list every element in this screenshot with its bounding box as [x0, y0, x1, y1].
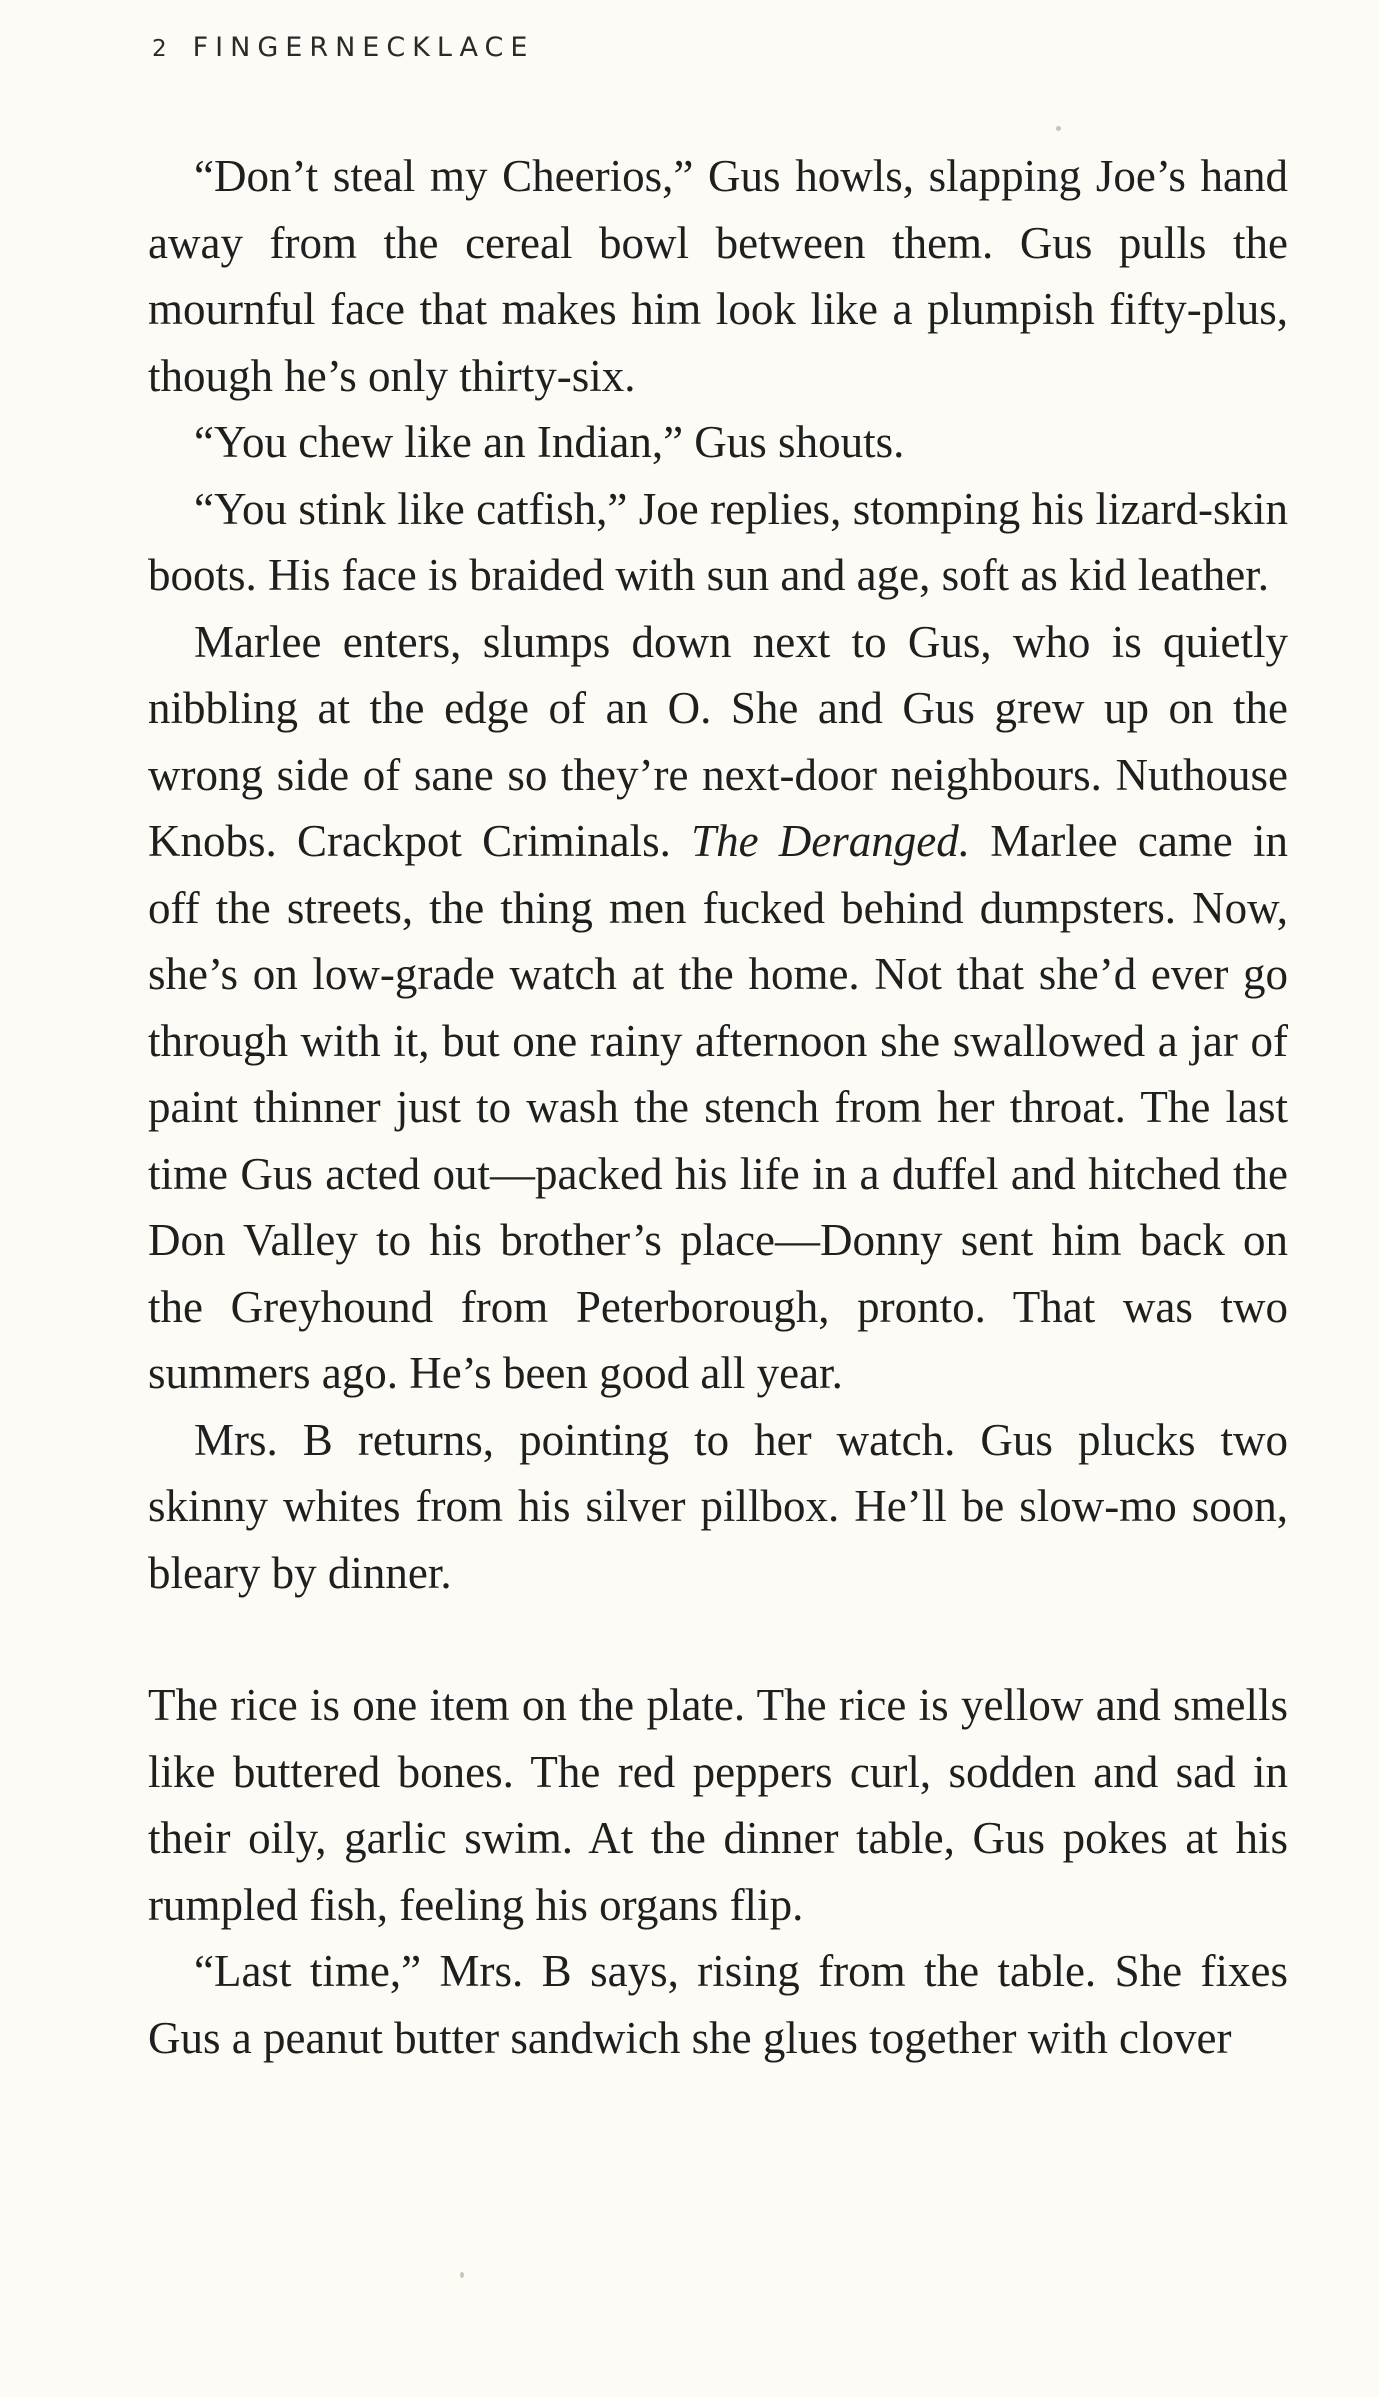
- paragraph-catfish: [148, 476, 1288, 609]
- body-text: [148, 143, 1288, 2071]
- paragraph-cheerios: [148, 143, 1288, 409]
- paragraph-text: The rice is one item on the plate. The rice is yellow and smells like buttered bones. The red peppers curl, sodden and sad in their oily, garlic swim. At the dinner table, Gus pokes at his rumpled fish, feeling his organs flip.: [148, 1680, 1288, 1930]
- paragraph-text: “Don’t steal my Cheerios,” Gus howls, slapping Joe’s hand away from the cereal bowl between them. Gus pulls the mournful face that makes him look like a plumpish fifty-plus, though he’s only thirty-six.: [148, 151, 1288, 401]
- book-title: FINGERNECKLACE: [192, 32, 535, 63]
- paragraph-last-time: [148, 1938, 1288, 2071]
- paragraph-text: “Last time,” Mrs. B says, rising from the table. She fixes Gus a peanut butter sandwich she glues together with clover: [148, 1946, 1288, 2063]
- paragraph-indian: [148, 409, 1288, 476]
- section-break: [148, 1606, 1288, 1672]
- paragraph-text: “You chew like an Indian,” Gus shouts.: [194, 417, 905, 467]
- running-head: [152, 32, 534, 63]
- paragraph-text: Marlee came in off the streets, the thing men fucked behind dumpsters. Now, she’s on low-grade watch at the home. Not that she’d ever go through with it, but one rainy afternoon she swallowed a jar of paint thinner just to wash the stench from her throat. The last time Gus acted out—packed his life in a duffel and hitched the Don Valley to his brother’s place—Donny sent him back on the Greyhound from Peterborough, pronto. That was two summers ago. He’s been good all year.: [148, 816, 1288, 1398]
- paragraph-text: Marlee enters, slumps down next to Gus, who is quietly nibbling at the edge of an O. She and Gus grew up on the wrong side of sane so they’re next-door neighbours. Nuthouse Knobs. Crackpot Criminals.: [148, 616, 1288, 866]
- paper-speck: [1056, 126, 1061, 131]
- italic-phrase: The Deranged.: [691, 816, 971, 866]
- page-number: 2: [152, 36, 167, 62]
- paragraph-rice: [148, 1672, 1288, 1938]
- paragraph-text: “You stink like catfish,” Joe replies, stomping his lizard-skin boots. His face is braided with sun and age, soft as kid leather.: [148, 483, 1288, 600]
- paragraph-text: Mrs. B returns, pointing to her watch. Gus plucks two skinny whites from his silver pillbox. He’ll be slow-mo soon, bleary by dinner.: [148, 1414, 1288, 1598]
- paragraph-marlee: [148, 609, 1288, 1407]
- paper-speck: [460, 2272, 464, 2278]
- paragraph-mrs-b-returns: [148, 1407, 1288, 1607]
